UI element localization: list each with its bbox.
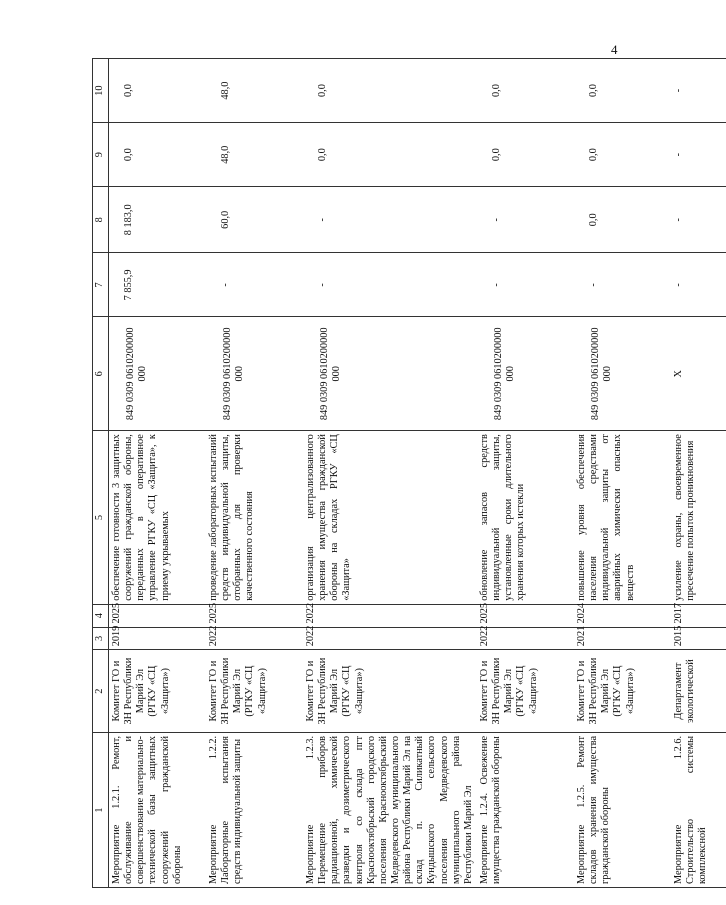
header-cell: 2 [93,650,109,733]
start-year-cell: 2015 [671,627,726,650]
executor-cell: Департамент экологической [671,650,726,733]
end-year-cell: 2022 [303,604,477,627]
end-year-cell: 2025 [206,604,303,627]
value-cell: 60,0 [206,187,303,253]
measure-cell: Мероприятие 1.2.3. Перемещение приборов радиационной, химической разведки и дозиметрического контроля со склада пгт Краснооктябрьский городского поселения Краснооктябрьский Медведевского муниципального района Республики Марий Эл на склад п. Силикатный Кундышского сельского поселения Медведевского муниципального района Республики Марий Эл [303,732,477,887]
code-cell: 849 0309 0610200000 000 [574,317,671,431]
value-cell: - [206,253,303,317]
value-cell: 48,0 [206,59,303,123]
start-year-cell: 2019 [109,627,207,650]
executor-cell: Комитет ГО и ЗН Республики Марий Эл (РГКУ «СЦ «Защита») [303,650,477,733]
value-cell: - [477,253,574,317]
value-cell: 0,0 [303,123,477,187]
measure-cell: Мероприятие 1.2.6. Строительство системы комплексной [671,732,726,887]
value-cell: - [671,59,726,123]
header-cell: 1 [93,732,109,887]
value-cell: 0,0 [574,187,671,253]
value-cell: 0,0 [574,59,671,123]
end-year-cell: 2025 [477,604,574,627]
result-cell: обновление запасов средств индивидуальной защиты, установленные сроки длительного хранения которых истекли [477,431,574,605]
measure-cell: Мероприятие 1.2.4. Освежение имущества гражданской обороны [477,732,574,887]
measure-cell: Мероприятие 1.2.2. Лабораторные испытания средств индивидуальной защиты [206,732,303,887]
header-cell: 10 [93,59,109,123]
value-cell: 0,0 [109,123,207,187]
code-cell: Х [671,317,726,431]
executor-cell: Комитет ГО и ЗН Республики Марий Эл (РГКУ «СЦ «Защита») [206,650,303,733]
measure-cell: Мероприятие 1.2.1. Ремонт, обслуживание и совершенствование материально-технической базы защитных сооружений гражданской обороны [109,732,207,887]
value-cell: - [303,253,477,317]
end-year-cell: 2025 [109,604,207,627]
executor-cell: Комитет ГО и ЗН Республики Марий Эл (РГКУ «СЦ «Защита») [109,650,207,733]
end-year-cell: 2017 [671,604,726,627]
table-row [477,59,574,888]
table-row [671,59,726,888]
table-row [109,59,207,888]
header-cell: 7 [93,253,109,317]
header-cell: 6 [93,317,109,431]
result-cell: проведение лабораторных испытаний средств индивидуальной защиты, отобранных для проверки качественного состояния [206,431,303,605]
page-number: 4 [611,42,618,57]
start-year-cell: 2022 [477,627,574,650]
value-cell: 0,0 [477,123,574,187]
header-cell: 4 [93,604,109,627]
code-cell: 849 0309 0610200000 000 [477,317,574,431]
value-cell: - [671,187,726,253]
value-cell: 7 855,9 [109,253,207,317]
executor-cell: Комитет ГО и ЗН Республики Марий Эл (РГКУ «СЦ «Защита») [574,650,671,733]
header-cell: 9 [93,123,109,187]
start-year-cell: 2022 [206,627,303,650]
value-cell: 0,0 [303,59,477,123]
value-cell: - [477,187,574,253]
result-cell: повышение уровня обеспечения населения средствами индивидуальной защиты от аварийных химически опасных веществ [574,431,671,605]
result-cell: обеспечение готовности 3 защитных сооружений гражданской обороны, переданных в оперативное управление РГКУ «СЦ «Защита», к приему укрываемых [109,431,207,605]
measure-cell: Мероприятие 1.2.5. Ремонт складов хранения имущества гражданской обороны [574,732,671,887]
start-year-cell: 2021 [574,627,671,650]
program-table [92,58,726,888]
rotated-table-container [92,58,709,888]
value-cell: 48,0 [206,123,303,187]
code-cell: 849 0309 0610200000 000 [303,317,477,431]
start-year-cell: 2022 [303,627,477,650]
value-cell: - [574,253,671,317]
end-year-cell: 2024 [574,604,671,627]
table-row [303,59,477,888]
value-cell: - [671,123,726,187]
header-row [93,59,109,888]
header-cell: 8 [93,187,109,253]
header-cell: 3 [93,627,109,650]
header-cell: 5 [93,431,109,605]
value-cell: 0,0 [477,59,574,123]
value-cell: 0,0 [109,59,207,123]
code-cell: 849 0309 0610200000 000 [109,317,207,431]
result-cell: организация централизованного хранения имущества гражданской обороны на складах РГКУ «СЦ «Защита» [303,431,477,605]
value-cell: - [671,253,726,317]
value-cell: 0,0 [574,123,671,187]
result-cell: усиление охраны, своевременное пресечение попыток проникновения [671,431,726,605]
value-cell: 8 183,0 [109,187,207,253]
table-row [206,59,303,888]
executor-cell: Комитет ГО и ЗН Республики Марий Эл (РГКУ «СЦ «Защита») [477,650,574,733]
table-row [574,59,671,888]
code-cell: 849 0309 0610200000 000 [206,317,303,431]
value-cell: - [303,187,477,253]
